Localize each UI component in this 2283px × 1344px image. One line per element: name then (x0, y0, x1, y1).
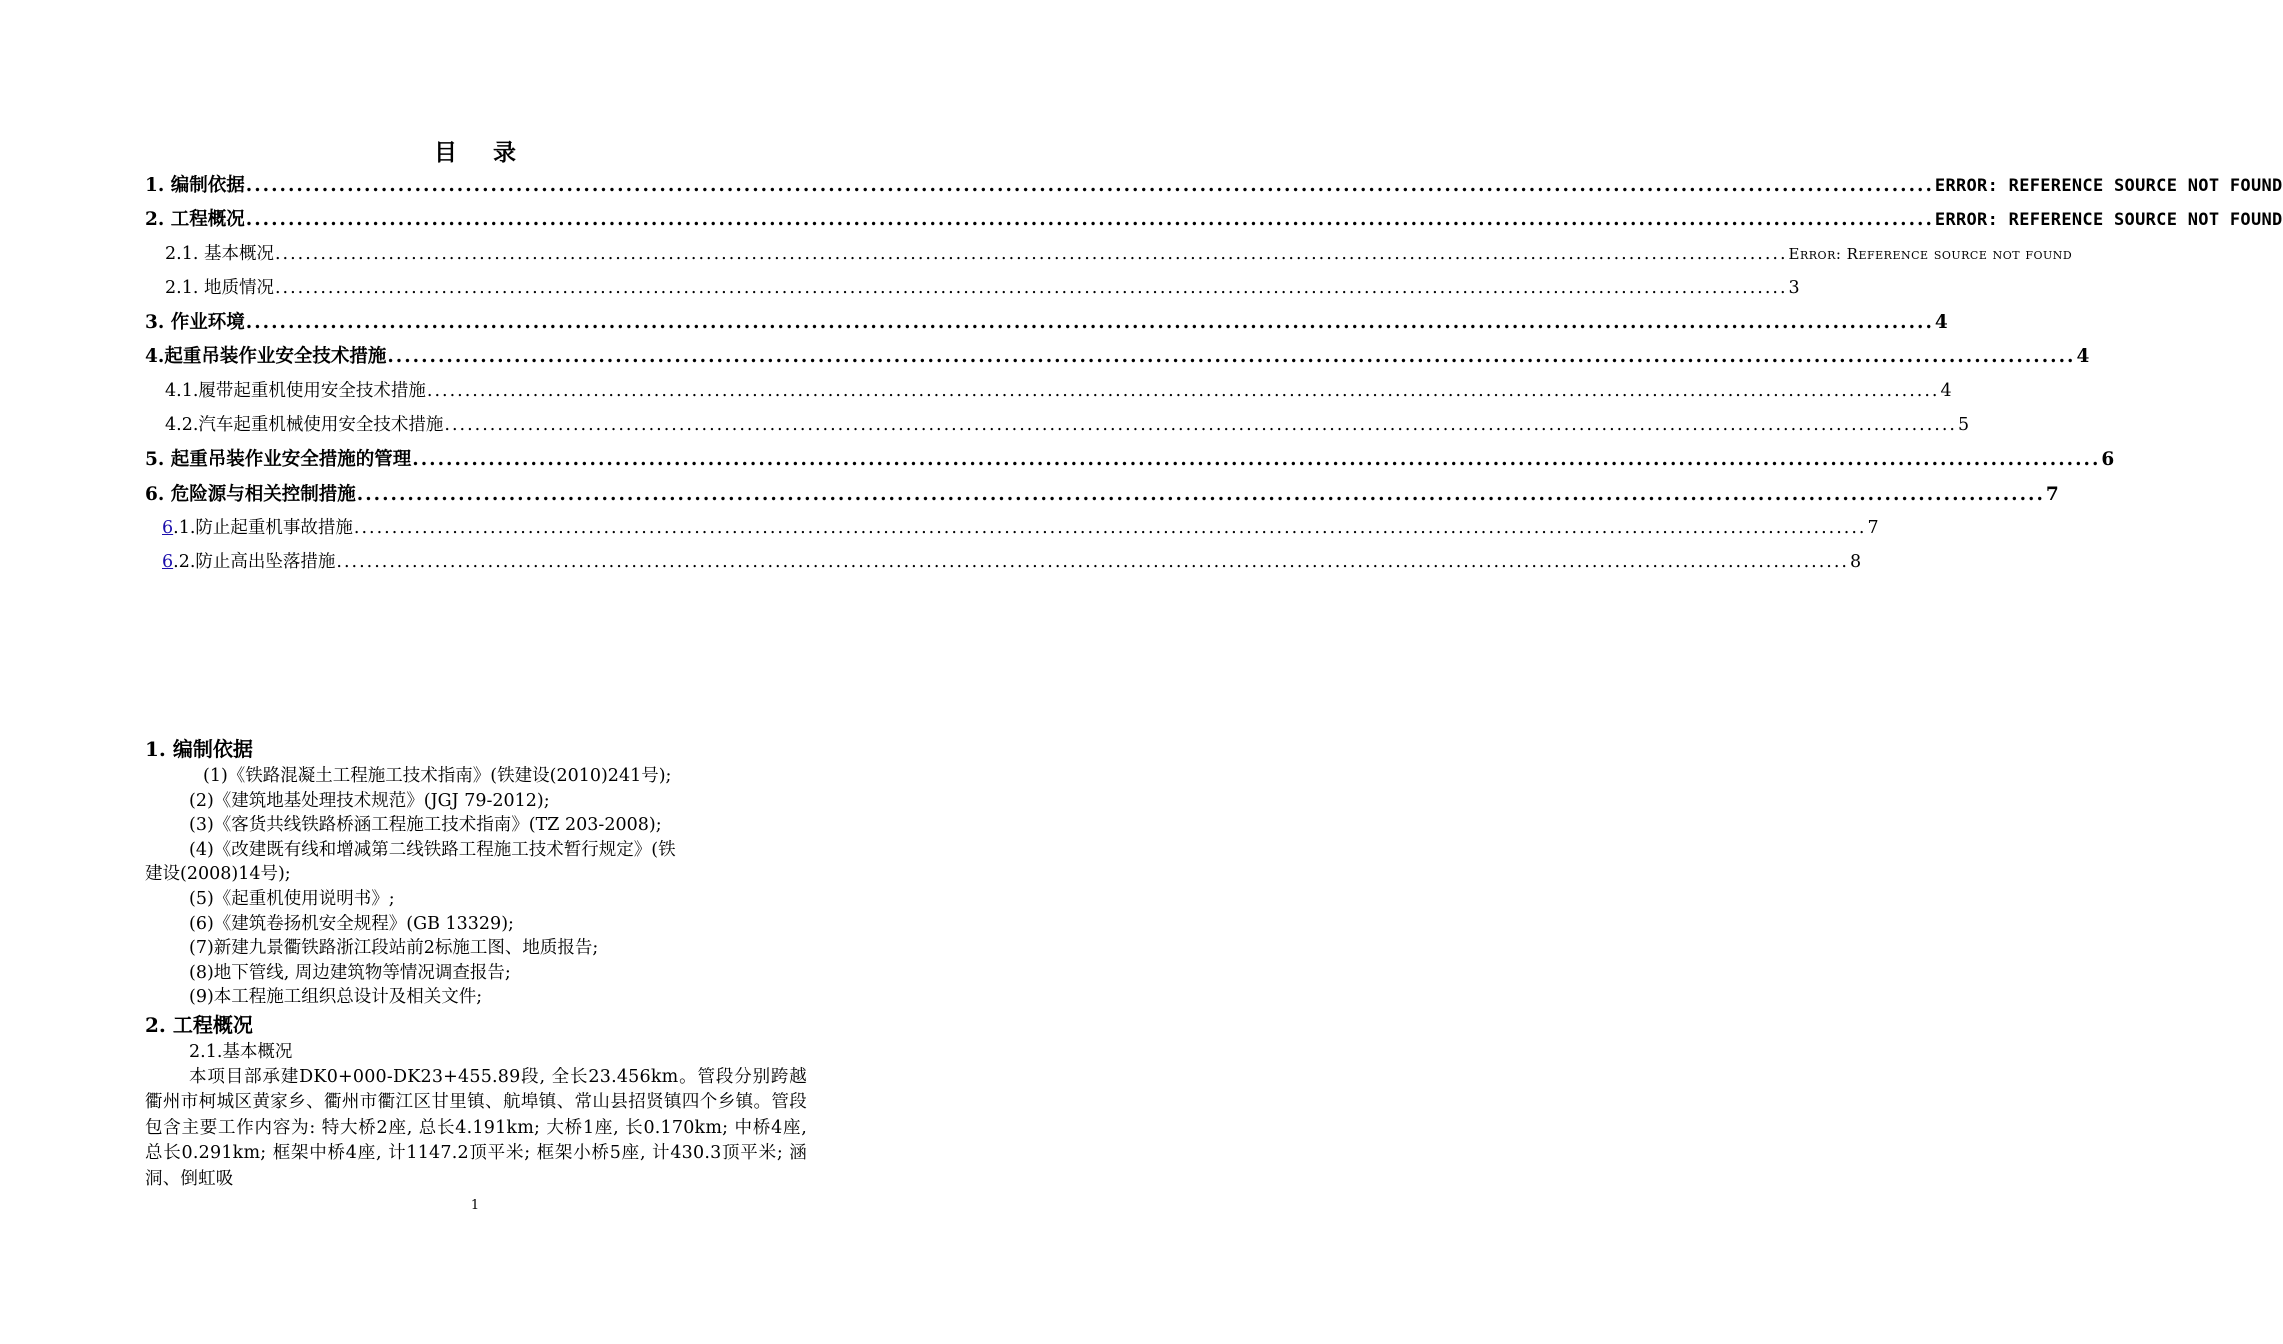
toc-entry-label (145, 342, 386, 368)
toc-page-ref: 4 (1940, 380, 1952, 401)
toc-entry-label (145, 308, 245, 334)
section-heading-basis: 1. 编制依据 (145, 737, 253, 761)
toc-page-ref: 7 (1867, 517, 1879, 538)
toc-page-ref: 5 (1957, 415, 1970, 436)
toc-entry[interactable] (145, 377, 1952, 411)
toc-leader-dots: ........................................................................................................................................................................................................ (353, 517, 1867, 538)
toc-entry-separator: .1. (173, 517, 196, 538)
section-heading-overview: 2. 工程概况 (145, 1012, 253, 1037)
basis-item-2: (2)《建筑地基处理技术规范》(JGJ 79-2012); (189, 790, 550, 811)
toc-entry-label (145, 445, 411, 471)
toc-entry-text: 履带起重机使用安全技术措施 (198, 380, 426, 401)
toc-entry[interactable] (145, 548, 1862, 582)
basis-item-8: (8)地下管线, 周边建筑物等情况调查报告; (189, 962, 511, 983)
toc-entry[interactable] (145, 445, 2115, 479)
toc-leader-dots: ........................................................................................................................................................................................................ (245, 209, 1934, 231)
toc-entry-number: 3 (145, 312, 158, 334)
toc-entry-text: 汽车起重机械使用安全技术措施 (198, 415, 444, 436)
document-body (145, 734, 807, 1192)
toc-entry-number: 2 (145, 209, 158, 231)
toc-entry-separator: . (157, 312, 171, 334)
toc-leader-dots: ........................................................................................................................................................................................................ (245, 175, 1934, 196)
toc-page-ref: 3 (1788, 277, 1800, 298)
toc-entry[interactable] (145, 342, 2090, 376)
toc-entry-label (165, 274, 274, 299)
subsection-heading-basic: 2.1.基本概况 (189, 1041, 293, 1062)
toc-entry-number: 4.2 (165, 415, 193, 436)
toc-entry-text: 基本概况 (203, 243, 274, 264)
toc-entry-label (165, 411, 443, 436)
toc-entry-label (165, 240, 274, 265)
toc-leader-dots: ........................................................................................................................................................................................................ (412, 449, 2101, 471)
toc-entry-separator: .2. (173, 552, 196, 573)
toc-entry-text: 起重吊装作业安全技术措施 (164, 346, 387, 368)
toc-leader-dots: ........................................................................................................................................................................................................ (274, 277, 1788, 298)
basis-item-1: (1)《铁路混凝土工程施工技术指南》(铁建设(2010)241号); (203, 766, 672, 786)
toc-entry-text: 作业环境 (170, 312, 245, 334)
toc-page-ref: 6 (2101, 449, 2115, 471)
toc-leader-dots: ........................................................................................................................................................................................................ (274, 243, 1788, 264)
toc-leader-dots: ........................................................................................................................................................................................................ (245, 312, 1934, 334)
toc-entry-separator: . (157, 449, 171, 471)
toc-entry-separator: . (192, 277, 204, 298)
toc-entry-label (145, 171, 245, 197)
basis-item-4: (4)《改建既有线和增减第二线铁路工程施工技术暂行规定》(铁 (189, 839, 676, 860)
toc-entry-separator: . (192, 415, 199, 436)
toc-entry-separator: . (192, 380, 199, 401)
toc-entry-separator: . (192, 243, 204, 264)
basis-item-5: (5)《起重机使用说明书》; (189, 888, 395, 909)
basis-item-4-cont: 建设(2008)14号); (145, 864, 291, 885)
toc-leader-dots: ........................................................................................................................................................................................................ (426, 380, 1940, 401)
basis-item-7: (7)新建九景衢铁路浙江段站前2标施工图、地质报告; (189, 938, 599, 959)
toc-entry-separator: . (157, 346, 165, 368)
toc-entry-number: 5 (145, 449, 158, 471)
basis-item-6: (6)《建筑卷扬机安全规程》(GB 13329); (189, 913, 514, 934)
toc-entry-label (145, 480, 356, 506)
toc-leader-dots: ........................................................................................................................................................................................................ (356, 483, 2045, 505)
toc-entry-text: 防止高出坠落措施 (195, 552, 336, 573)
overview-paragraph: 本项目部承建DK0+000-DK23+455.89段, 全长23.456km。管段分别跨越衢州市柯城区黄家乡、衢州市衢江区甘里镇、航埠镇、常山县招贤镇四个乡镇。管段包含主要工作内容为: 特大桥2座, 总长4.191km; 大桥1座, 长0.170km; 中桥4座, 总长0.291km; 框架中桥4座, 计1147.2顶平米; 框架小桥5座, 计430.3顶平米; 涵洞、倒虹吸 (145, 1066, 807, 1189)
toc-entry-number: 4 (145, 346, 158, 368)
toc-page-ref: 7 (2045, 483, 2059, 505)
table-of-contents (145, 171, 2283, 583)
basis-item-3: (3)《客货共线铁路桥涵工程施工技术指南》(TZ 203-2008); (189, 815, 662, 836)
toc-entry-separator: . (157, 483, 171, 505)
toc-entry-text: 工程概况 (170, 209, 245, 231)
toc-entry-label (162, 548, 335, 573)
toc-entry-number: 2.1 (165, 277, 193, 298)
toc-entry[interactable] (145, 240, 2073, 274)
toc-entry-label (165, 377, 426, 402)
toc-page-ref: 4 (2076, 346, 2090, 368)
toc-entry-text: 起重吊装作业安全措施的管理 (170, 449, 412, 471)
toc-entry-number[interactable]: 6 (162, 552, 174, 573)
toc-entry-number[interactable]: 6 (162, 517, 174, 538)
toc-page-ref: ERROR: REFERENCE SOURCE NOT FOUND (1934, 176, 2283, 196)
toc-entry-label (145, 205, 245, 231)
toc-leader-dots: ........................................................................................................................................................................................................ (444, 415, 1957, 436)
toc-page-ref: 4 (1934, 312, 1948, 334)
basis-item-9: (9)本工程施工组织总设计及相关文件; (189, 987, 483, 1008)
toc-entry[interactable] (145, 205, 2283, 239)
toc-entry-separator: . (157, 209, 171, 231)
toc-leader-dots: ........................................................................................................................................................................................................ (336, 552, 1849, 573)
toc-entry-number: 6 (145, 483, 158, 505)
toc-page-ref: 8 (1849, 552, 1862, 573)
toc-entry[interactable] (145, 308, 1948, 342)
toc-entry-number: 2.1 (165, 243, 193, 264)
toc-entry-text: 编制依据 (170, 175, 245, 196)
toc-leader-dots: ........................................................................................................................................................................................................ (387, 346, 2076, 368)
toc-entry[interactable] (145, 411, 1970, 445)
toc-entry-text: 防止起重机事故措施 (195, 517, 353, 538)
toc-entry[interactable] (145, 480, 2059, 514)
toc-title: 目 录 (433, 139, 530, 166)
page-number: 1 (470, 1198, 480, 1213)
toc-entry-number: 1 (145, 175, 158, 196)
toc-entry-text: 危险源与相关控制措施 (170, 483, 356, 505)
toc-entry-label (162, 514, 353, 539)
toc-entry-text: 地质情况 (203, 277, 274, 298)
toc-entry[interactable] (145, 514, 1879, 548)
toc-page-ref: ERROR: REFERENCE SOURCE NOT FOUND (1934, 210, 2283, 231)
toc-entry[interactable] (145, 274, 1800, 308)
toc-entry-number: 4.1 (165, 380, 193, 401)
toc-page-ref: Error: Reference source not found (1788, 244, 2073, 263)
toc-entry[interactable] (145, 171, 2283, 205)
toc-entry-separator: . (157, 175, 171, 196)
